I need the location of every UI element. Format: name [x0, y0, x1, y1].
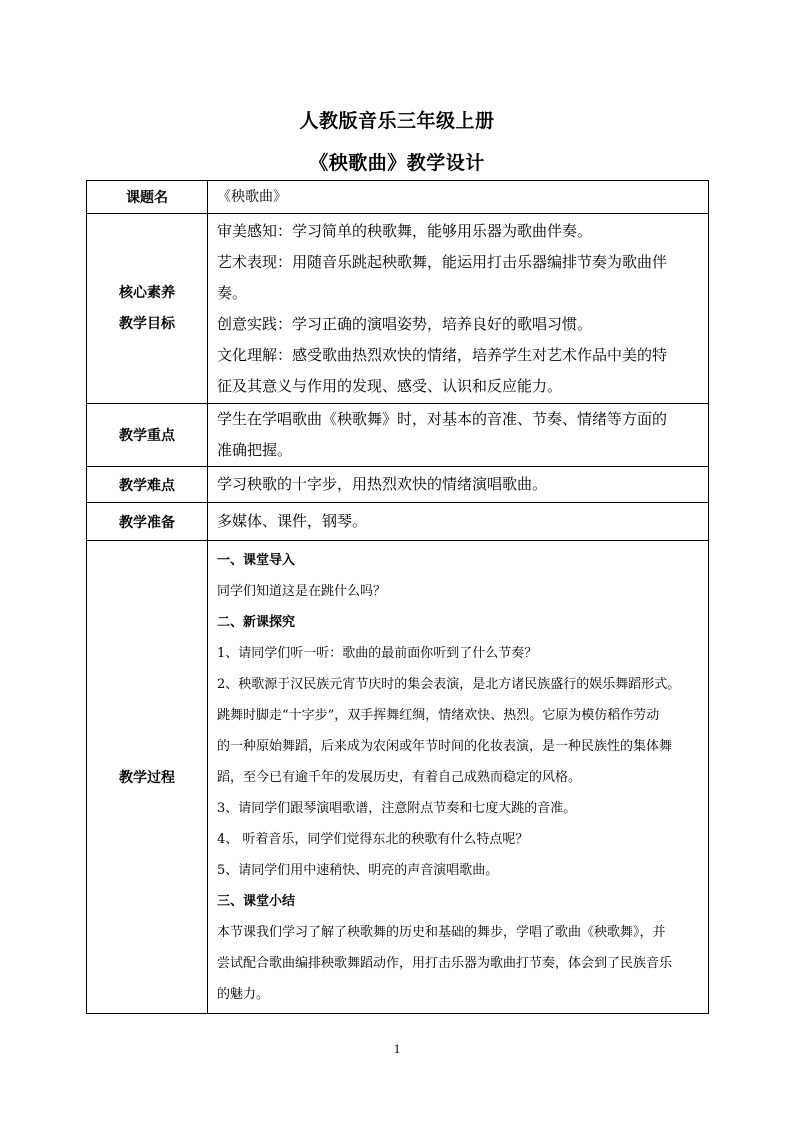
- lesson-plan-table: [86, 180, 709, 1014]
- goal-line: 奏。: [217, 283, 248, 302]
- key-points-content: [208, 404, 709, 467]
- difficulties-text: 学习秧歌的十字步，用热烈欢快的情绪演唱歌曲。: [217, 475, 548, 493]
- goal-line: 创意实践：学习正确的演唱姿势，培养良好的歌唱习惯。: [217, 314, 593, 333]
- topic-text: 《秧歌曲》: [217, 188, 287, 205]
- process-line: 2、秧歌源于汉民族元宵节庆时的集会表演，是北方诸民族盛行的娱乐舞蹈形式。: [217, 676, 681, 692]
- preparation-label: 教学准备: [87, 503, 208, 541]
- goal-line: 征及其意义与作用的发现、感受、认识和反应能力。: [217, 376, 563, 395]
- table-row-topic: [87, 181, 709, 214]
- process-line: 的魅力。: [217, 986, 270, 1002]
- topic-value: [208, 181, 709, 214]
- process-line: 本节课我们学习了解了秧歌舞的历史和基础的舞步，学唱了歌曲《秧歌舞》，并: [217, 924, 666, 940]
- document-subtitle: 《秧歌曲》教学设计: [309, 152, 485, 174]
- section-heading: 三、课堂小结: [217, 893, 296, 909]
- preparation-content: [208, 503, 709, 541]
- process-line: 5、请同学们用中速稍快、明亮的声音演唱歌曲。: [217, 862, 499, 878]
- goals-label-line: 核心素养: [119, 284, 175, 301]
- process-line: 同学们知道这是在跳什么吗？: [217, 583, 387, 599]
- process-line: 跳舞时脚走“十字步”，双手挥舞红绸，情绪欢快、热烈。它原为模仿稻作劳动: [217, 707, 660, 723]
- table-row-process: [87, 541, 709, 1014]
- process-content: [208, 541, 709, 1014]
- process-line: 的一种原始舞蹈，后来成为农闲或年节时间的化妆表演，是一种民族性的集体舞: [217, 738, 673, 754]
- goal-line: 审美感知：学习简单的秧歌舞，能够用乐器为歌曲伴奏。: [217, 221, 593, 240]
- document-title: 人教版音乐三年级上册: [299, 110, 495, 132]
- difficulties-content: [208, 467, 709, 503]
- key-points-label: 教学重点: [87, 404, 208, 467]
- process-line: 蹈，至今已有逾千年的发展历史，有着自己成熟而稳定的风格。: [217, 769, 582, 785]
- page-number: 1: [393, 1041, 401, 1056]
- goal-line: 文化理解：感受歌曲热烈欢快的情绪，培养学生对艺术作品中美的特: [217, 345, 668, 364]
- process-line: 4、 听着音乐，同学们觉得东北的秧歌有什么特点呢？: [217, 831, 529, 847]
- section-heading: 一、课堂导入: [217, 552, 296, 568]
- difficulties-label: 教学难点: [87, 467, 208, 503]
- topic-label: 课题名: [87, 181, 208, 214]
- table-row-difficulties: [87, 467, 709, 503]
- table-row-goals: [87, 214, 709, 404]
- process-line: 尝试配合歌曲编排秧歌舞蹈动作，用打击乐器为歌曲打节奏，体会到了民族音乐: [217, 955, 673, 971]
- table-row-key-points: [87, 404, 709, 467]
- goals-label: [87, 214, 208, 404]
- goals-label-line: 教学目标: [119, 315, 175, 332]
- process-line: 1、请同学们听一听：歌曲的最前面你听到了什么节奏？: [217, 645, 538, 661]
- process-label: 教学过程: [87, 541, 208, 1014]
- process-line: 3、请同学们跟琴演唱歌谱，注意附点节奏和七度大跳的音准。: [217, 800, 577, 816]
- key-points-line: 准确把握。: [217, 441, 293, 459]
- table-row-preparation: [87, 503, 709, 541]
- goal-line: 艺术表现：用随音乐跳起秧歌舞，能运用打击乐器编排节奏为歌曲伴: [217, 252, 668, 271]
- key-points-line: 学生在学唱歌曲《秧歌舞》时，对基本的音准、节奏、情绪等方面的: [217, 410, 668, 428]
- goals-content: [208, 214, 709, 404]
- section-heading: 二、新课探究: [217, 614, 296, 630]
- preparation-text: 多媒体、课件，钢琴。: [217, 512, 368, 530]
